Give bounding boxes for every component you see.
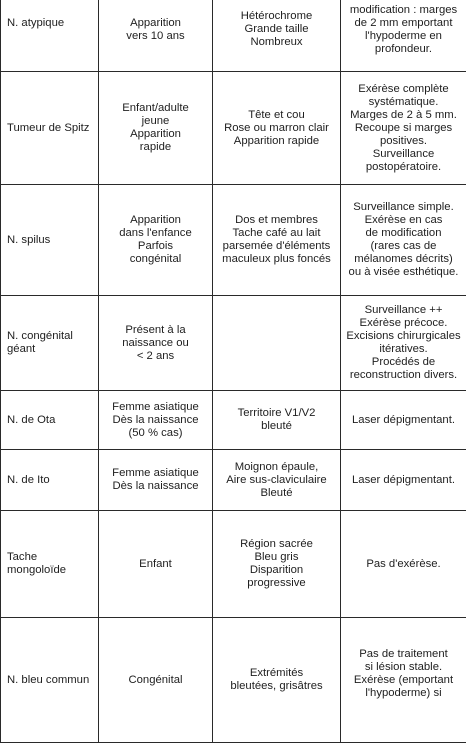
age-line: Dès la naissance <box>102 414 209 427</box>
cell-aspect <box>213 618 341 743</box>
age-line: < 2 ans <box>102 350 209 363</box>
cell-treatment <box>341 72 466 185</box>
age-line: naissance ou <box>102 337 209 350</box>
treatment-line: (rares cas de <box>344 240 463 253</box>
aspect-line: Extrémités <box>216 667 337 680</box>
treatment-line: Surveillance simple. <box>344 201 463 214</box>
cell-name <box>1 0 99 72</box>
age-line: congénital <box>102 253 209 266</box>
age-line: vers 10 ans <box>102 30 209 43</box>
cell-age <box>99 618 213 743</box>
treatment-line: Surveillance ++ <box>344 304 463 317</box>
aspect-line: Dos et membres <box>216 214 337 227</box>
table-row-n-bleu-commun <box>1 618 466 743</box>
aspect-line: progressive <box>216 577 337 590</box>
aspect-line: Région sacrée <box>216 538 337 551</box>
lesion-name: N. congénital géant <box>7 330 73 355</box>
cell-aspect <box>213 450 341 511</box>
age-line <box>102 4 209 17</box>
cell-age <box>99 0 213 72</box>
age-line: Dès la naissance <box>102 480 209 493</box>
treatment-line: profondeur. <box>344 43 463 56</box>
cell-treatment <box>341 511 466 618</box>
cell-treatment <box>341 0 466 72</box>
lesion-name: N. spilus <box>7 234 50 246</box>
age-line: Femme asiatique <box>102 467 209 480</box>
aspect-line: Territoire V1/V2 <box>216 407 337 420</box>
table-row-n-ota <box>1 391 466 450</box>
aspect-line: Hétérochrome <box>216 10 337 23</box>
treatment-line: postopératoire. <box>344 161 463 174</box>
aspect-line <box>216 0 337 10</box>
treatment-line: systématique. <box>344 96 463 109</box>
lesion-name: Tumeur de Spitz <box>7 122 89 134</box>
age-line: Apparition <box>102 214 209 227</box>
cell-treatment <box>341 450 466 511</box>
lesion-name: N. atypique <box>7 17 64 29</box>
table-row-tache-mongoloide <box>1 511 466 618</box>
aspect-line <box>216 337 337 350</box>
treatment-line: si lésion stable. <box>344 661 463 674</box>
cell-aspect <box>213 511 341 618</box>
treatment-line: Exérèse complète <box>344 83 463 96</box>
treatment-line: Surveillance <box>344 148 463 161</box>
treatment-line: Laser dépigmentant. <box>344 414 463 427</box>
cell-treatment <box>341 618 466 743</box>
treatment-line <box>344 700 463 713</box>
treatment-line: Exérèse précoce. <box>344 317 463 330</box>
treatment-line: l'hypoderme) si <box>344 687 463 700</box>
cell-aspect <box>213 296 341 391</box>
aspect-line: parsemée d'éléments <box>216 240 337 253</box>
treatment-line: Recoupe si marges <box>344 122 463 135</box>
treatment-line: l'hypoderme en <box>344 30 463 43</box>
treatment-line: Pas de traitement <box>344 648 463 661</box>
treatment-line: positives. <box>344 135 463 148</box>
treatment-line: itératives. <box>344 343 463 356</box>
treatment-line: Excisions chirurgicales <box>344 330 463 343</box>
treatment-line: Pas d'exérèse. <box>344 558 463 571</box>
nevus-table-body <box>1 0 466 743</box>
aspect-line: Rose ou marron clair <box>216 122 337 135</box>
cell-name <box>1 72 99 185</box>
cell-treatment <box>341 185 466 296</box>
age-line: Enfant/adulte <box>102 102 209 115</box>
cell-treatment <box>341 391 466 450</box>
age-line: jeune <box>102 115 209 128</box>
age-line: (50 % cas) <box>102 427 209 440</box>
cell-aspect <box>213 185 341 296</box>
aspect-line: Tache café au lait <box>216 227 337 240</box>
lesion-name: N. de Ota <box>7 414 55 426</box>
treatment-line: ou à visée esthétique. <box>344 266 463 279</box>
treatment-line: reconstruction divers. <box>344 369 463 382</box>
age-line: Congénital <box>102 674 209 687</box>
cell-treatment <box>341 296 466 391</box>
age-line: Parfois <box>102 240 209 253</box>
cell-name <box>1 185 99 296</box>
age-line: Enfant <box>102 558 209 571</box>
age-line: Présent à la <box>102 324 209 337</box>
cell-age <box>99 511 213 618</box>
treatment-line: de 2 mm emportant <box>344 17 463 30</box>
cell-age <box>99 450 213 511</box>
cell-aspect <box>213 72 341 185</box>
age-line: dans l'enfance <box>102 227 209 240</box>
cell-name <box>1 296 99 391</box>
treatment-line: mélanomes décrits) <box>344 253 463 266</box>
treatment-line: Marges de 2 à 5 mm. <box>344 109 463 122</box>
treatment-line: Procédés de <box>344 356 463 369</box>
aspect-line: Bleuté <box>216 487 337 500</box>
aspect-line: Bleu gris <box>216 551 337 564</box>
table-row-tumeur-spitz <box>1 72 466 185</box>
cell-age <box>99 296 213 391</box>
aspect-line: bleutées, grisâtres <box>216 680 337 693</box>
age-line: rapide <box>102 141 209 154</box>
age-line: Apparition <box>102 128 209 141</box>
treatment-line: Exérèse (emportant <box>344 674 463 687</box>
aspect-line: Nombreux <box>216 36 337 49</box>
cell-name <box>1 450 99 511</box>
cell-age <box>99 185 213 296</box>
aspect-line: Moignon épaule, <box>216 461 337 474</box>
cell-aspect <box>213 391 341 450</box>
cell-name <box>1 618 99 743</box>
aspect-line: bleuté <box>216 420 337 433</box>
treatment-line: Laser dépigmentant. <box>344 474 463 487</box>
cell-aspect <box>213 0 341 72</box>
cell-age <box>99 72 213 185</box>
cell-age <box>99 391 213 450</box>
age-line: Femme asiatique <box>102 401 209 414</box>
aspect-line: Apparition rapide <box>216 135 337 148</box>
lesion-name: Tache mongoloïde <box>7 551 66 576</box>
table-row-n-spilus <box>1 185 466 296</box>
table-row-n-ito <box>1 450 466 511</box>
cell-name <box>1 391 99 450</box>
cell-name <box>1 511 99 618</box>
treatment-line: de modification <box>344 227 463 240</box>
table-row-n-atypique <box>1 0 466 72</box>
treatment-line: modification : marges <box>344 4 463 17</box>
age-line: Apparition <box>102 17 209 30</box>
table-row-n-congenital-geant <box>1 296 466 391</box>
aspect-line: maculeux plus foncés <box>216 253 337 266</box>
aspect-line: Tête et cou <box>216 109 337 122</box>
treatment-line: Exérèse en cas <box>344 214 463 227</box>
lesion-name: N. de Ito <box>7 474 50 486</box>
aspect-line: Grande taille <box>216 23 337 36</box>
aspect-line: Aire sus-claviculaire <box>216 474 337 487</box>
aspect-line: Disparition <box>216 564 337 577</box>
lesion-name: N. bleu commun <box>7 674 89 686</box>
